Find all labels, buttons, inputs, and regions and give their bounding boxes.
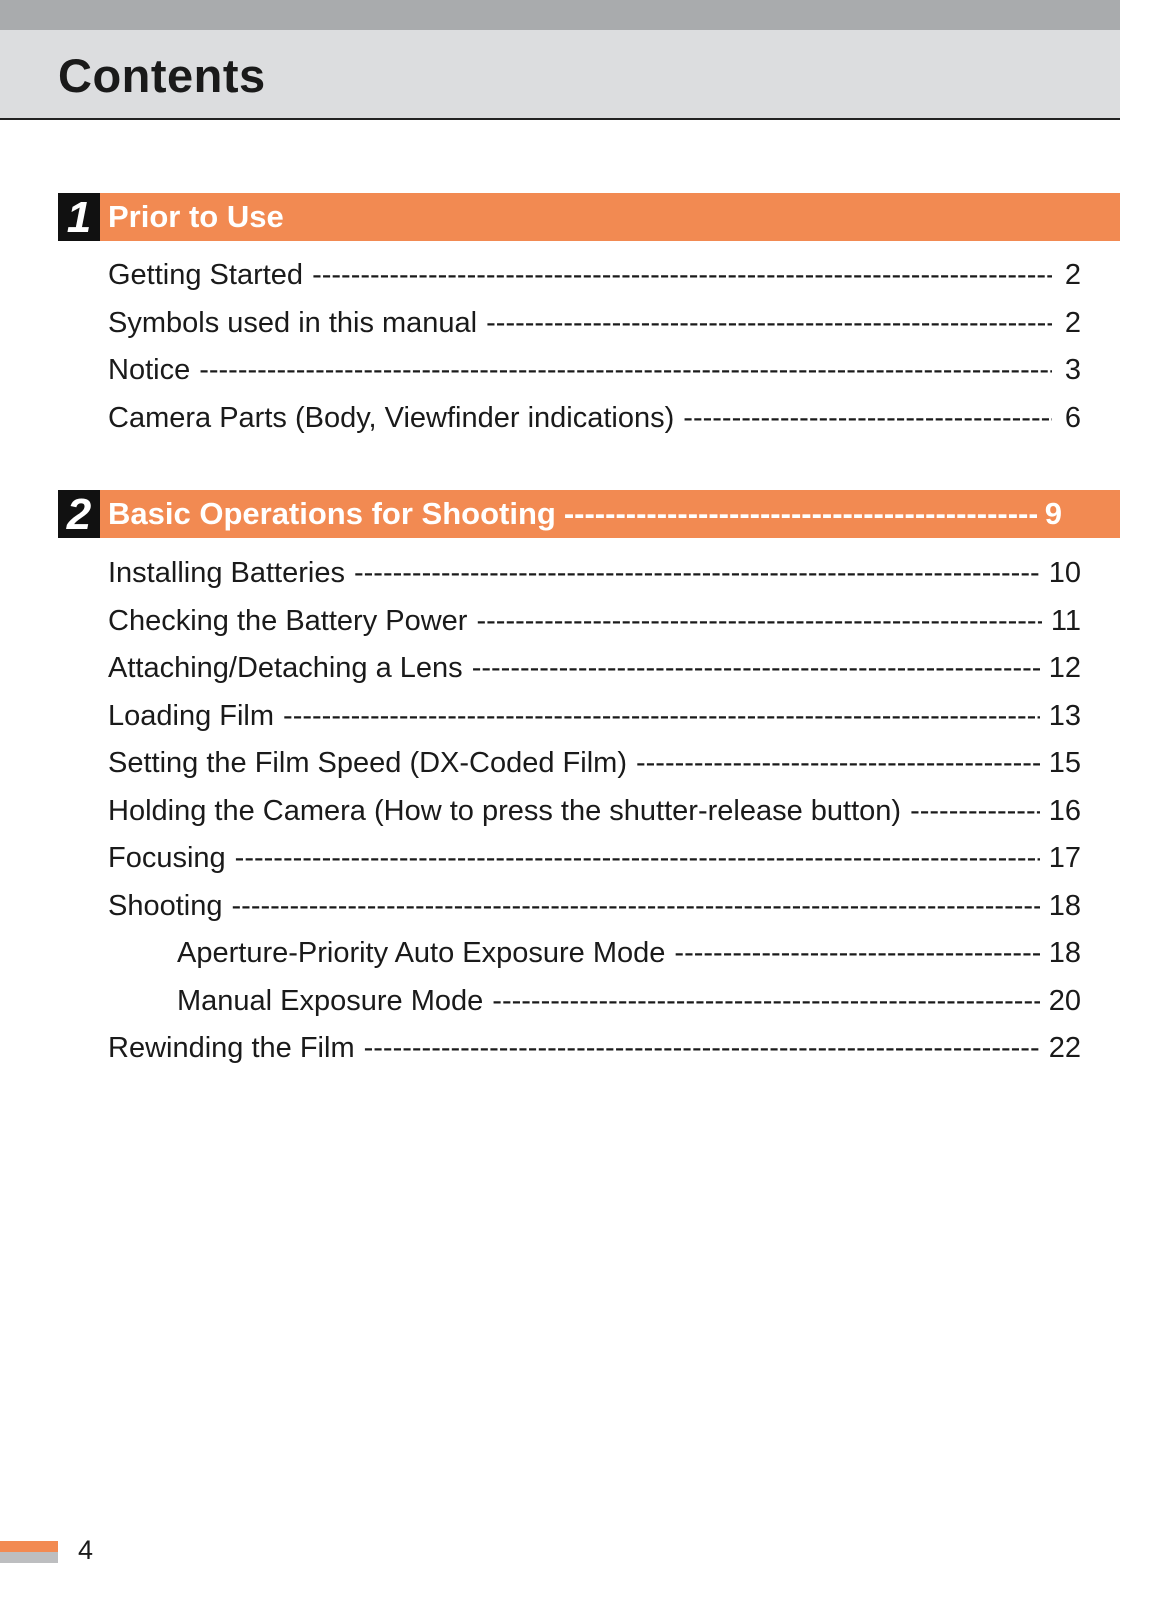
toc-entry[interactable] <box>108 605 1081 653</box>
dot-leader <box>472 652 1040 685</box>
page-number: 4 <box>78 1535 94 1565</box>
toc-subentry[interactable] <box>108 937 1081 985</box>
toc-entry-page: 15 <box>1048 747 1081 779</box>
toc-entry[interactable] <box>108 259 1081 307</box>
dot-leader <box>232 890 1040 923</box>
dot-leader <box>312 259 1052 292</box>
toc-entry[interactable] <box>108 402 1081 450</box>
toc-entry-label: Checking the Battery Power <box>108 604 468 637</box>
toc-entry[interactable] <box>108 700 1081 748</box>
toc-entry[interactable] <box>108 307 1081 355</box>
section-number: 1 <box>58 193 100 241</box>
section-header-prior-to-use[interactable] <box>58 193 1120 241</box>
toc-entry-label: Manual Exposure Mode <box>177 984 484 1017</box>
toc-entry-page: 11 <box>1050 604 1081 637</box>
toc-entry-page: 3 <box>1064 354 1081 386</box>
dot-leader <box>364 1032 1040 1065</box>
dot-leader <box>564 496 1037 532</box>
dot-leader <box>476 605 1041 638</box>
section-title <box>108 490 1062 538</box>
page-title: Contents <box>58 49 266 102</box>
toc-entry[interactable] <box>108 795 1081 843</box>
toc-entry-page: 2 <box>1064 306 1081 339</box>
toc-entry-page: 20 <box>1048 984 1081 1017</box>
toc-entry-page: 13 <box>1048 699 1081 732</box>
toc-entry-label: Getting Started <box>108 259 304 291</box>
toc-entry-label: Loading Film <box>108 699 275 732</box>
toc-list-basic-operations <box>108 557 1081 1080</box>
section-header-basic-operations[interactable] <box>58 490 1120 538</box>
toc-entry-label: Setting the Film Speed (DX-Coded Film) <box>108 747 627 779</box>
toc-entry-page: 10 <box>1048 557 1081 589</box>
footer-gray-bar <box>0 1552 58 1563</box>
section-title-label: Basic Operations for Shooting <box>108 496 556 531</box>
dot-leader <box>354 557 1040 590</box>
toc-entry[interactable] <box>108 354 1081 402</box>
dot-leader <box>235 842 1040 875</box>
toc-entry-page: 22 <box>1048 1032 1081 1064</box>
toc-entry[interactable] <box>108 557 1081 605</box>
toc-entry-page: 6 <box>1064 401 1081 434</box>
top-gray-bar <box>0 0 1120 30</box>
toc-entry-label: Rewinding the Film <box>108 1032 355 1064</box>
dot-leader <box>674 937 1039 970</box>
section-title <box>108 193 1062 241</box>
toc-entry-label: Aperture-Priority Auto Exposure Mode <box>177 937 666 969</box>
toc-entry-label: Shooting <box>108 889 223 922</box>
toc-entry-label: Installing Batteries <box>108 557 345 589</box>
dot-leader <box>283 700 1040 733</box>
section-title-label: Prior to Use <box>108 199 284 234</box>
toc-entry-page: 17 <box>1048 842 1081 874</box>
dot-leader <box>910 795 1040 828</box>
toc-subentry[interactable] <box>108 985 1081 1033</box>
section-page: 9 <box>1044 496 1062 531</box>
dot-leader <box>636 747 1040 780</box>
toc-entry[interactable] <box>108 1032 1081 1080</box>
toc-entry-label: Focusing <box>108 842 226 874</box>
footer-accent-bar <box>0 1541 58 1552</box>
toc-entry-label: Attaching/Detaching a Lens <box>108 652 463 684</box>
toc-entry[interactable] <box>108 890 1081 938</box>
toc-list-prior-to-use <box>108 259 1081 449</box>
dot-leader <box>199 354 1052 387</box>
dot-leader <box>683 402 1052 435</box>
section-number: 2 <box>58 490 100 538</box>
dot-leader <box>492 985 1039 1018</box>
toc-entry[interactable] <box>108 652 1081 700</box>
toc-entry-label: Holding the Camera (How to press the shutter-release button) <box>108 794 902 827</box>
toc-entry-page: 16 <box>1048 794 1081 827</box>
dot-leader <box>486 307 1052 340</box>
toc-entry[interactable] <box>108 747 1081 795</box>
toc-entry-label: Notice <box>108 354 191 386</box>
toc-entry[interactable] <box>108 842 1081 890</box>
toc-entry-page: 18 <box>1048 937 1081 969</box>
toc-entry-page: 2 <box>1064 259 1081 291</box>
toc-entry-label: Symbols used in this manual <box>108 306 478 339</box>
toc-entry-label: Camera Parts (Body, Viewfinder indications) <box>108 401 675 434</box>
toc-entry-page: 12 <box>1048 652 1081 684</box>
toc-entry-page: 18 <box>1048 889 1081 922</box>
